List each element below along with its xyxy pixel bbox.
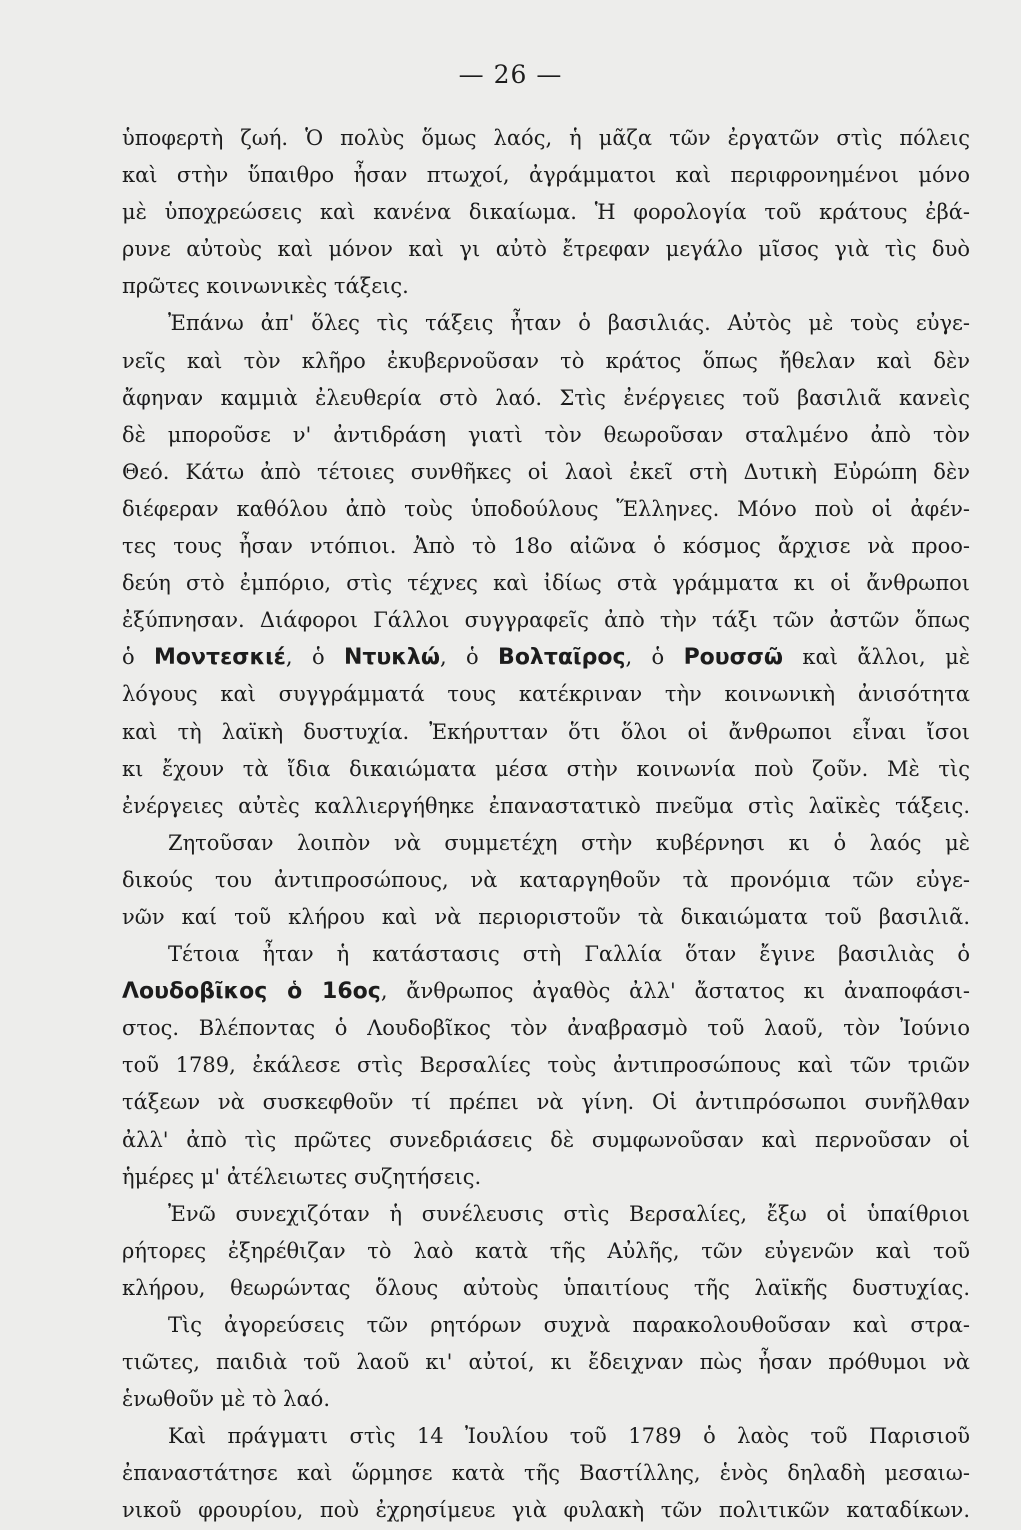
text-line (122, 1418, 970, 1455)
text-segment: ὑποφερτὴ ζωή. Ὁ πολὺς ὅμως λαός, ἡ μᾶζα τῶν ἐργατῶν στὶς πόλεις (122, 126, 970, 150)
text-line (122, 454, 970, 491)
text-line (122, 194, 970, 231)
text-segment: ἄφηναν καμμιὰ ἐλευθερία στὸ λαό. Στὶς ἐνέργειες τοῦ βασιλιᾶ κανεὶς (122, 385, 970, 410)
text-segment: ὁ (122, 645, 155, 670)
text-line (122, 751, 970, 788)
text-line (122, 565, 970, 602)
text-line (122, 639, 970, 676)
text-segment: νεῖς καὶ τὸν κλῆρο ἐκυβερνοῦσαν τὸ κράτος ὅπως ἤθελαν καὶ δὲν (122, 348, 970, 373)
text-segment: κλήρου, θεωρώντας ὅλους αὐτοὺς ὑπαιτίους τῆς λαϊκῆς δυστυχίας. (122, 1275, 970, 1300)
text-segment: , ὁ (439, 645, 499, 670)
text-line (122, 1270, 970, 1307)
text-line (122, 714, 970, 751)
text-segment: καὶ στὴν ὕπαιθρο ἦσαν πτωχοί, ἀγράμματοι καὶ περιφρονημένοι μόνο (122, 163, 970, 188)
text-segment: καὶ ἄλλοι, μὲ (783, 645, 970, 670)
text-line (122, 825, 970, 862)
text-line (122, 1455, 970, 1492)
text-line (122, 1492, 970, 1529)
text-line (122, 1122, 970, 1159)
text-line (122, 788, 970, 825)
text-line (122, 268, 970, 305)
bold-name: Ρουσσῶ (683, 645, 784, 671)
text-segment: Ἐνῶ συνεχιζόταν ἡ συνέλευσις στὶς Βερσαλίες, ἔξω οἱ ὑπαίθριοι (168, 1201, 970, 1226)
text-segment: μὲ ὑποχρεώσεις καὶ κανένα δικαίωμα. Ἡ φορολογία τοῦ κράτους ἐβά- (122, 200, 970, 225)
text-line (122, 305, 970, 342)
text-line (122, 862, 970, 899)
text-segment: δεύη στὸ ἐμπόριο, στὶς τέχνες καὶ ἰδίως στὰ γράμματα κι οἱ ἄνθρωποι (122, 571, 970, 596)
text-segment: τες τους ἦσαν ντόπιοι. Ἀπὸ τὸ 18ο αἰῶνα ὁ κόσμος ἄρχισε νὰ προο- (122, 534, 970, 559)
text-segment: Θεό. Κάτω ἀπὸ τέτοιες συνθῆκες οἱ λαοὶ ἐκεῖ στὴ Δυτικὴ Εὐρώπη δὲν (122, 459, 970, 484)
text-segment: Ζητοῦσαν λοιπὸν νὰ συμμετέχη στὴν κυβέρνησι κι ὁ λαός μὲ (168, 830, 970, 855)
text-segment: δικούς του ἀντιπροσώπους, νὰ καταργηθοῦν τὰ προνόμια τῶν εὐγε- (122, 867, 970, 892)
text-line (122, 602, 970, 639)
text-segment: τάξεων νὰ συσκεφθοῦν τί πρέπει νὰ γίνη. Οἱ ἀντιπρόσωποι συνῆλθαν (122, 1090, 970, 1115)
text-segment: ἐνέργειες αὐτὲς καλλιεργήθηκε ἐπαναστατικὸ πνεῦμα στὶς λαϊκὲς τάξεις. (122, 793, 970, 818)
text-segment: διέφεραν καθόλου ἀπὸ τοὺς ὑποδούλους Ἕλληνες. Μόνο ποὺ οἱ ἀφέν- (122, 496, 970, 521)
text-segment: ρήτορες ἐξηρέθιζαν τὸ λαὸ κατὰ τῆς Αὐλῆς, τῶν εὐγενῶν καὶ τοῦ (122, 1238, 970, 1263)
text-line (122, 157, 970, 194)
text-line (122, 1196, 970, 1233)
text-line (122, 1010, 970, 1047)
text-segment: ἐπαναστάτησε καὶ ὥρμησε κατὰ τῆς Βαστίλλης, ἑνὸς δηλαδὴ μεσαιω- (122, 1461, 970, 1486)
text-line (122, 231, 970, 268)
bold-name: Λουδοβῖκος ὁ 16ος (122, 979, 381, 1005)
text-line (122, 1084, 970, 1121)
text-segment: καὶ τὴ λαϊκὴ δυστυχία. Ἐκήρυτταν ὅτι ὅλοι οἱ ἄνθρωποι εἶναι ἴσοι (122, 719, 970, 744)
text-line (122, 343, 970, 380)
text-segment: κι ἔχουν τὰ ἴδια δικαιώματα μέσα στὴν κοινωνία ποὺ ζοῦν. Μὲ τὶς (122, 756, 970, 781)
text-segment: Τέτοια ἦταν ἡ κατάστασις στὴ Γαλλία ὅταν ἔγινε βασιλιὰς ὁ (168, 942, 970, 967)
text-segment: , ὁ (285, 645, 344, 670)
text-line (122, 120, 970, 157)
text-segment: δὲ μποροῦσε ν' ἀντιδράση γιατὶ τὸν θεωροῦσαν σταλμένο ἀπὸ τὸν (122, 422, 970, 447)
text-line (122, 1159, 970, 1196)
text-segment: τοῦ 1789, ἐκάλεσε στὶς Βερσαλίες τοὺς ἀντιπροσώπους καὶ τῶν τριῶν (122, 1053, 970, 1078)
text-line (122, 676, 970, 713)
text-segment: ἐξύπνησαν. Διάφοροι Γάλλοι συγγραφεῖς ἀπὸ τὴν τάξι τῶν ἀστῶν ὅπως (122, 608, 970, 633)
text-segment: λόγους καὶ συγγράμματά τους κατέκριναν τὴν κοινωνικὴ ἀνισότητα (122, 682, 970, 707)
text-line (122, 417, 970, 454)
text-line (122, 973, 970, 1010)
text-line (122, 1233, 970, 1270)
text-segment: , ἄνθρωπος ἀγαθὸς ἀλλ' ἄστατος κι ἀναποφάσι- (380, 979, 970, 1004)
text-line (122, 528, 970, 565)
text-segment: νῶν καί τοῦ κλήρου καὶ νὰ περιοριστοῦν τὰ δικαιώματα τοῦ βασιλιᾶ. (122, 904, 970, 929)
text-line (122, 491, 970, 528)
text-line (122, 1307, 970, 1344)
text-line (122, 936, 970, 973)
text-segment: Ἐπάνω ἀπ' ὅλες τὶς τάξεις ἦταν ὁ βασιλιάς. Αὐτὸς μὲ τοὺς εὐγε- (168, 311, 970, 336)
text-line (122, 1047, 970, 1084)
text-line (122, 380, 970, 417)
text-line (122, 1381, 970, 1418)
bold-name: Ντυκλώ (343, 645, 440, 671)
text-segment: νικοῦ φρουρίου, ποὺ ἐχρησίμευε γιὰ φυλακὴ τῶν πολιτικῶν καταδίκων. (122, 1498, 970, 1523)
text-segment: τιῶτες, παιδιὰ τοῦ λαοῦ κι' αὐτοί, κι ἔδειχναν πὼς ἦσαν πρόθυμοι νὰ (122, 1350, 970, 1375)
bold-name: Μοντεσκιέ (154, 645, 286, 671)
text-segment: ἡμέρες μ' ἀτέλειωτες συζητήσεις. (122, 1164, 482, 1189)
text-segment: , ὁ (625, 645, 684, 670)
text-segment: πρῶτες κοινωνικὲς τάξεις. (122, 274, 409, 299)
text-segment: ἑνωθοῦν μὲ τὸ λαό. (122, 1387, 330, 1412)
bold-name: Βολταῖρος (498, 645, 626, 671)
text-segment: Καὶ πράγματι στὶς 14 Ἰουλίου τοῦ 1789 ὁ λαὸς τοῦ Παρισιοῦ (168, 1424, 970, 1449)
text-segment: ρυνε αὐτοὺς καὶ μόνον καὶ γι αὐτὸ ἔτρεφαν μεγάλο μῖσος γιὰ τὶς δυὸ (122, 237, 970, 262)
text-line (122, 899, 970, 936)
text-segment: ἀλλ' ἀπὸ τὶς πρῶτες συνεδριάσεις δὲ συμφωνοῦσαν καὶ περνοῦσαν οἱ (122, 1127, 970, 1152)
text-segment: στος. Βλέποντας ὁ Λουδοβῖκος τὸν ἀναβρασμὸ τοῦ λαοῦ, τὸν Ἰούνιο (122, 1016, 970, 1041)
page-number: — 26 — (458, 60, 563, 89)
body-text (122, 120, 970, 1530)
text-segment: Τὶς ἀγορεύσεις τῶν ρητόρων συχνὰ παρακολουθοῦσαν καὶ στρα- (168, 1313, 970, 1337)
text-line (122, 1344, 970, 1381)
